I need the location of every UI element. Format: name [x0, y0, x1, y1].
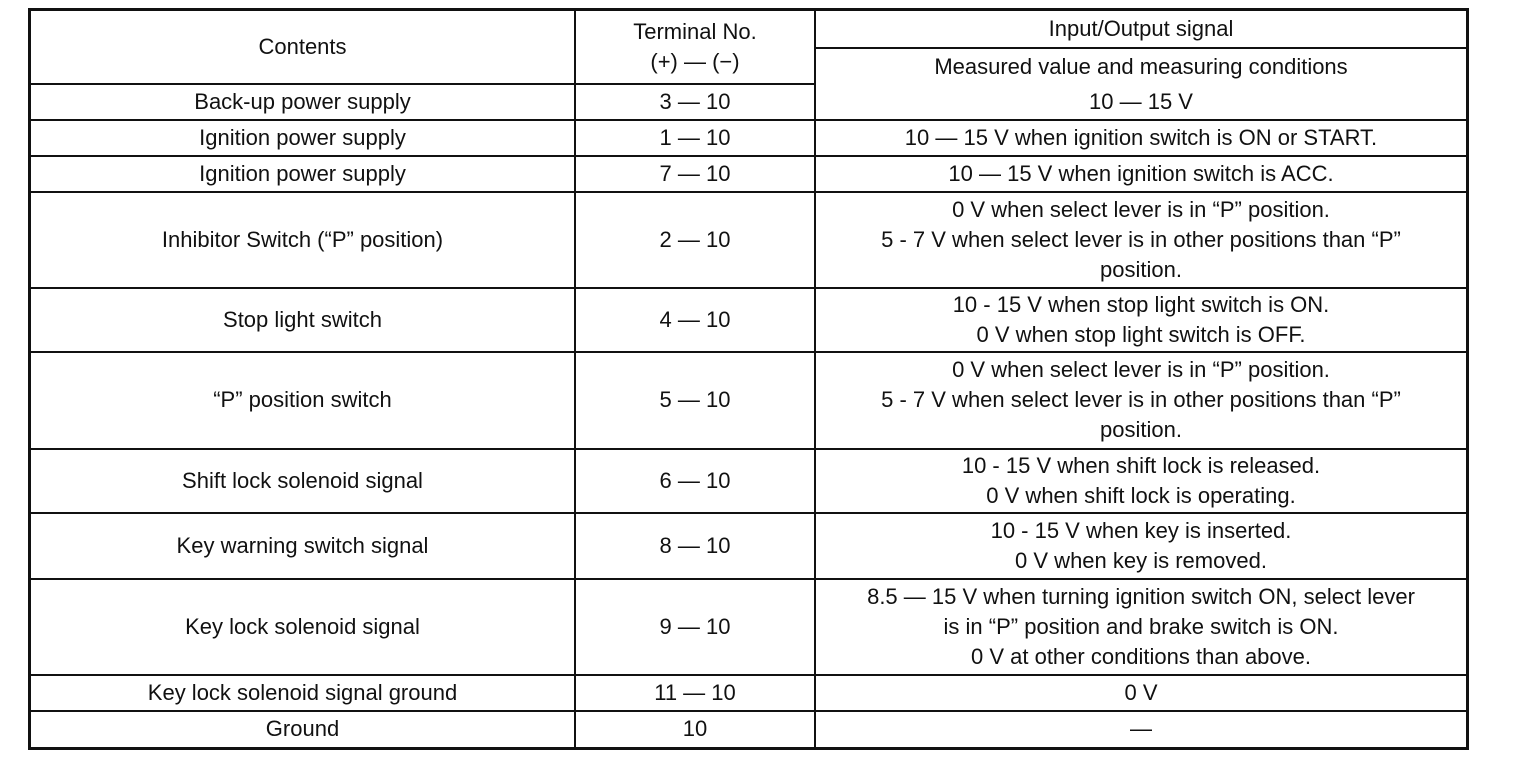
header-terminal-label: Terminal No. — [633, 19, 757, 44]
header-contents: Contents — [31, 11, 575, 84]
cell-terminal-no: 7 — 10 — [575, 156, 815, 192]
table-row — [31, 352, 1466, 448]
measured-condition-line: 5 - 7 V when select lever is in other positions than “P” — [881, 227, 1401, 253]
measured-condition-line: — — [1130, 716, 1152, 742]
measured-condition-line: 8.5 — 15 V when turning ignition switch ON, select lever — [867, 583, 1415, 609]
table-row — [31, 288, 1466, 352]
cell-terminal-no: 1 — 10 — [575, 120, 815, 156]
measured-condition-line: 10 - 15 V when key is inserted. — [990, 517, 1292, 543]
cell-contents: Ignition power supply — [31, 156, 575, 192]
cell-measured-value — [815, 675, 1466, 711]
cell-measured-value — [815, 711, 1466, 747]
cell-terminal-no: 9 — 10 — [575, 579, 815, 675]
header-terminal-polarity: (+) — (−) — [650, 49, 740, 74]
cell-contents: Stop light switch — [31, 288, 575, 352]
measured-condition-line: 0 V when select lever is in “P” position. — [952, 357, 1330, 383]
measured-condition-line: 0 V when stop light switch is OFF. — [976, 322, 1306, 348]
table-row — [31, 156, 1466, 192]
header-measured-value: Measured value and measuring conditions — [815, 48, 1466, 84]
cell-measured-value — [815, 352, 1466, 448]
measured-condition-line: 0 V at other conditions than above. — [970, 643, 1311, 669]
cell-terminal-no: 2 — 10 — [575, 192, 815, 288]
terminal-spec-table — [31, 11, 1466, 747]
cell-terminal-no: 3 — 10 — [575, 84, 815, 120]
cell-measured-value — [815, 120, 1466, 156]
cell-contents: Inhibitor Switch (“P” position) — [31, 192, 575, 288]
cell-contents: Shift lock solenoid signal — [31, 449, 575, 513]
cell-contents: Ground — [31, 711, 575, 747]
table-row — [31, 192, 1466, 288]
measured-condition-line: 10 - 15 V when shift lock is released. — [961, 452, 1321, 478]
measured-condition-line: 0 V when shift lock is operating. — [986, 482, 1296, 508]
header-terminal-no — [575, 11, 815, 84]
measured-condition-line: 10 — 15 V when ignition switch is ACC. — [948, 161, 1334, 187]
table-row — [31, 84, 1466, 120]
table-row — [31, 675, 1466, 711]
header-input-output-signal: Input/Output signal — [815, 11, 1466, 48]
cell-terminal-no: 4 — 10 — [575, 288, 815, 352]
cell-contents: “P” position switch — [31, 352, 575, 448]
measured-condition-line: 10 — 15 V when ignition switch is ON or START. — [904, 125, 1378, 151]
cell-measured-value — [815, 579, 1466, 675]
measured-condition-line: 10 — 15 V — [1089, 88, 1193, 114]
cell-measured-value — [815, 513, 1466, 579]
cell-terminal-no: 5 — 10 — [575, 352, 815, 448]
measured-condition-line: 10 - 15 V when stop light switch is ON. — [952, 292, 1330, 318]
cell-measured-value — [815, 192, 1466, 288]
table-body — [31, 84, 1466, 747]
measured-condition-line: position. — [1100, 417, 1182, 443]
cell-terminal-no: 8 — 10 — [575, 513, 815, 579]
cell-contents: Key lock solenoid signal — [31, 579, 575, 675]
table-row — [31, 711, 1466, 747]
cell-terminal-no: 6 — 10 — [575, 449, 815, 513]
table-row — [31, 513, 1466, 579]
table-header — [31, 11, 1466, 84]
measured-condition-line: 5 - 7 V when select lever is in other positions than “P” — [881, 387, 1401, 413]
cell-measured-value — [815, 449, 1466, 513]
measured-condition-line: 0 V when key is removed. — [1015, 547, 1267, 573]
table-row — [31, 579, 1466, 675]
cell-contents: Back-up power supply — [31, 84, 575, 120]
table-row — [31, 120, 1466, 156]
measured-condition-line: 0 V when select lever is in “P” position. — [952, 197, 1330, 223]
cell-terminal-no: 10 — [575, 711, 815, 747]
terminal-spec-table-frame — [28, 8, 1469, 750]
measured-condition-line: 0 V — [1124, 679, 1158, 705]
table-row — [31, 449, 1466, 513]
cell-measured-value — [815, 288, 1466, 352]
header-row-top — [31, 11, 1466, 48]
cell-contents: Key warning switch signal — [31, 513, 575, 579]
measured-condition-line: is in “P” position and brake switch is ON. — [943, 613, 1339, 639]
cell-terminal-no: 11 — 10 — [575, 675, 815, 711]
measured-condition-line: position. — [1100, 257, 1182, 283]
cell-contents: Key lock solenoid signal ground — [31, 675, 575, 711]
cell-measured-value — [815, 156, 1466, 192]
cell-contents: Ignition power supply — [31, 120, 575, 156]
cell-measured-value — [815, 84, 1466, 120]
